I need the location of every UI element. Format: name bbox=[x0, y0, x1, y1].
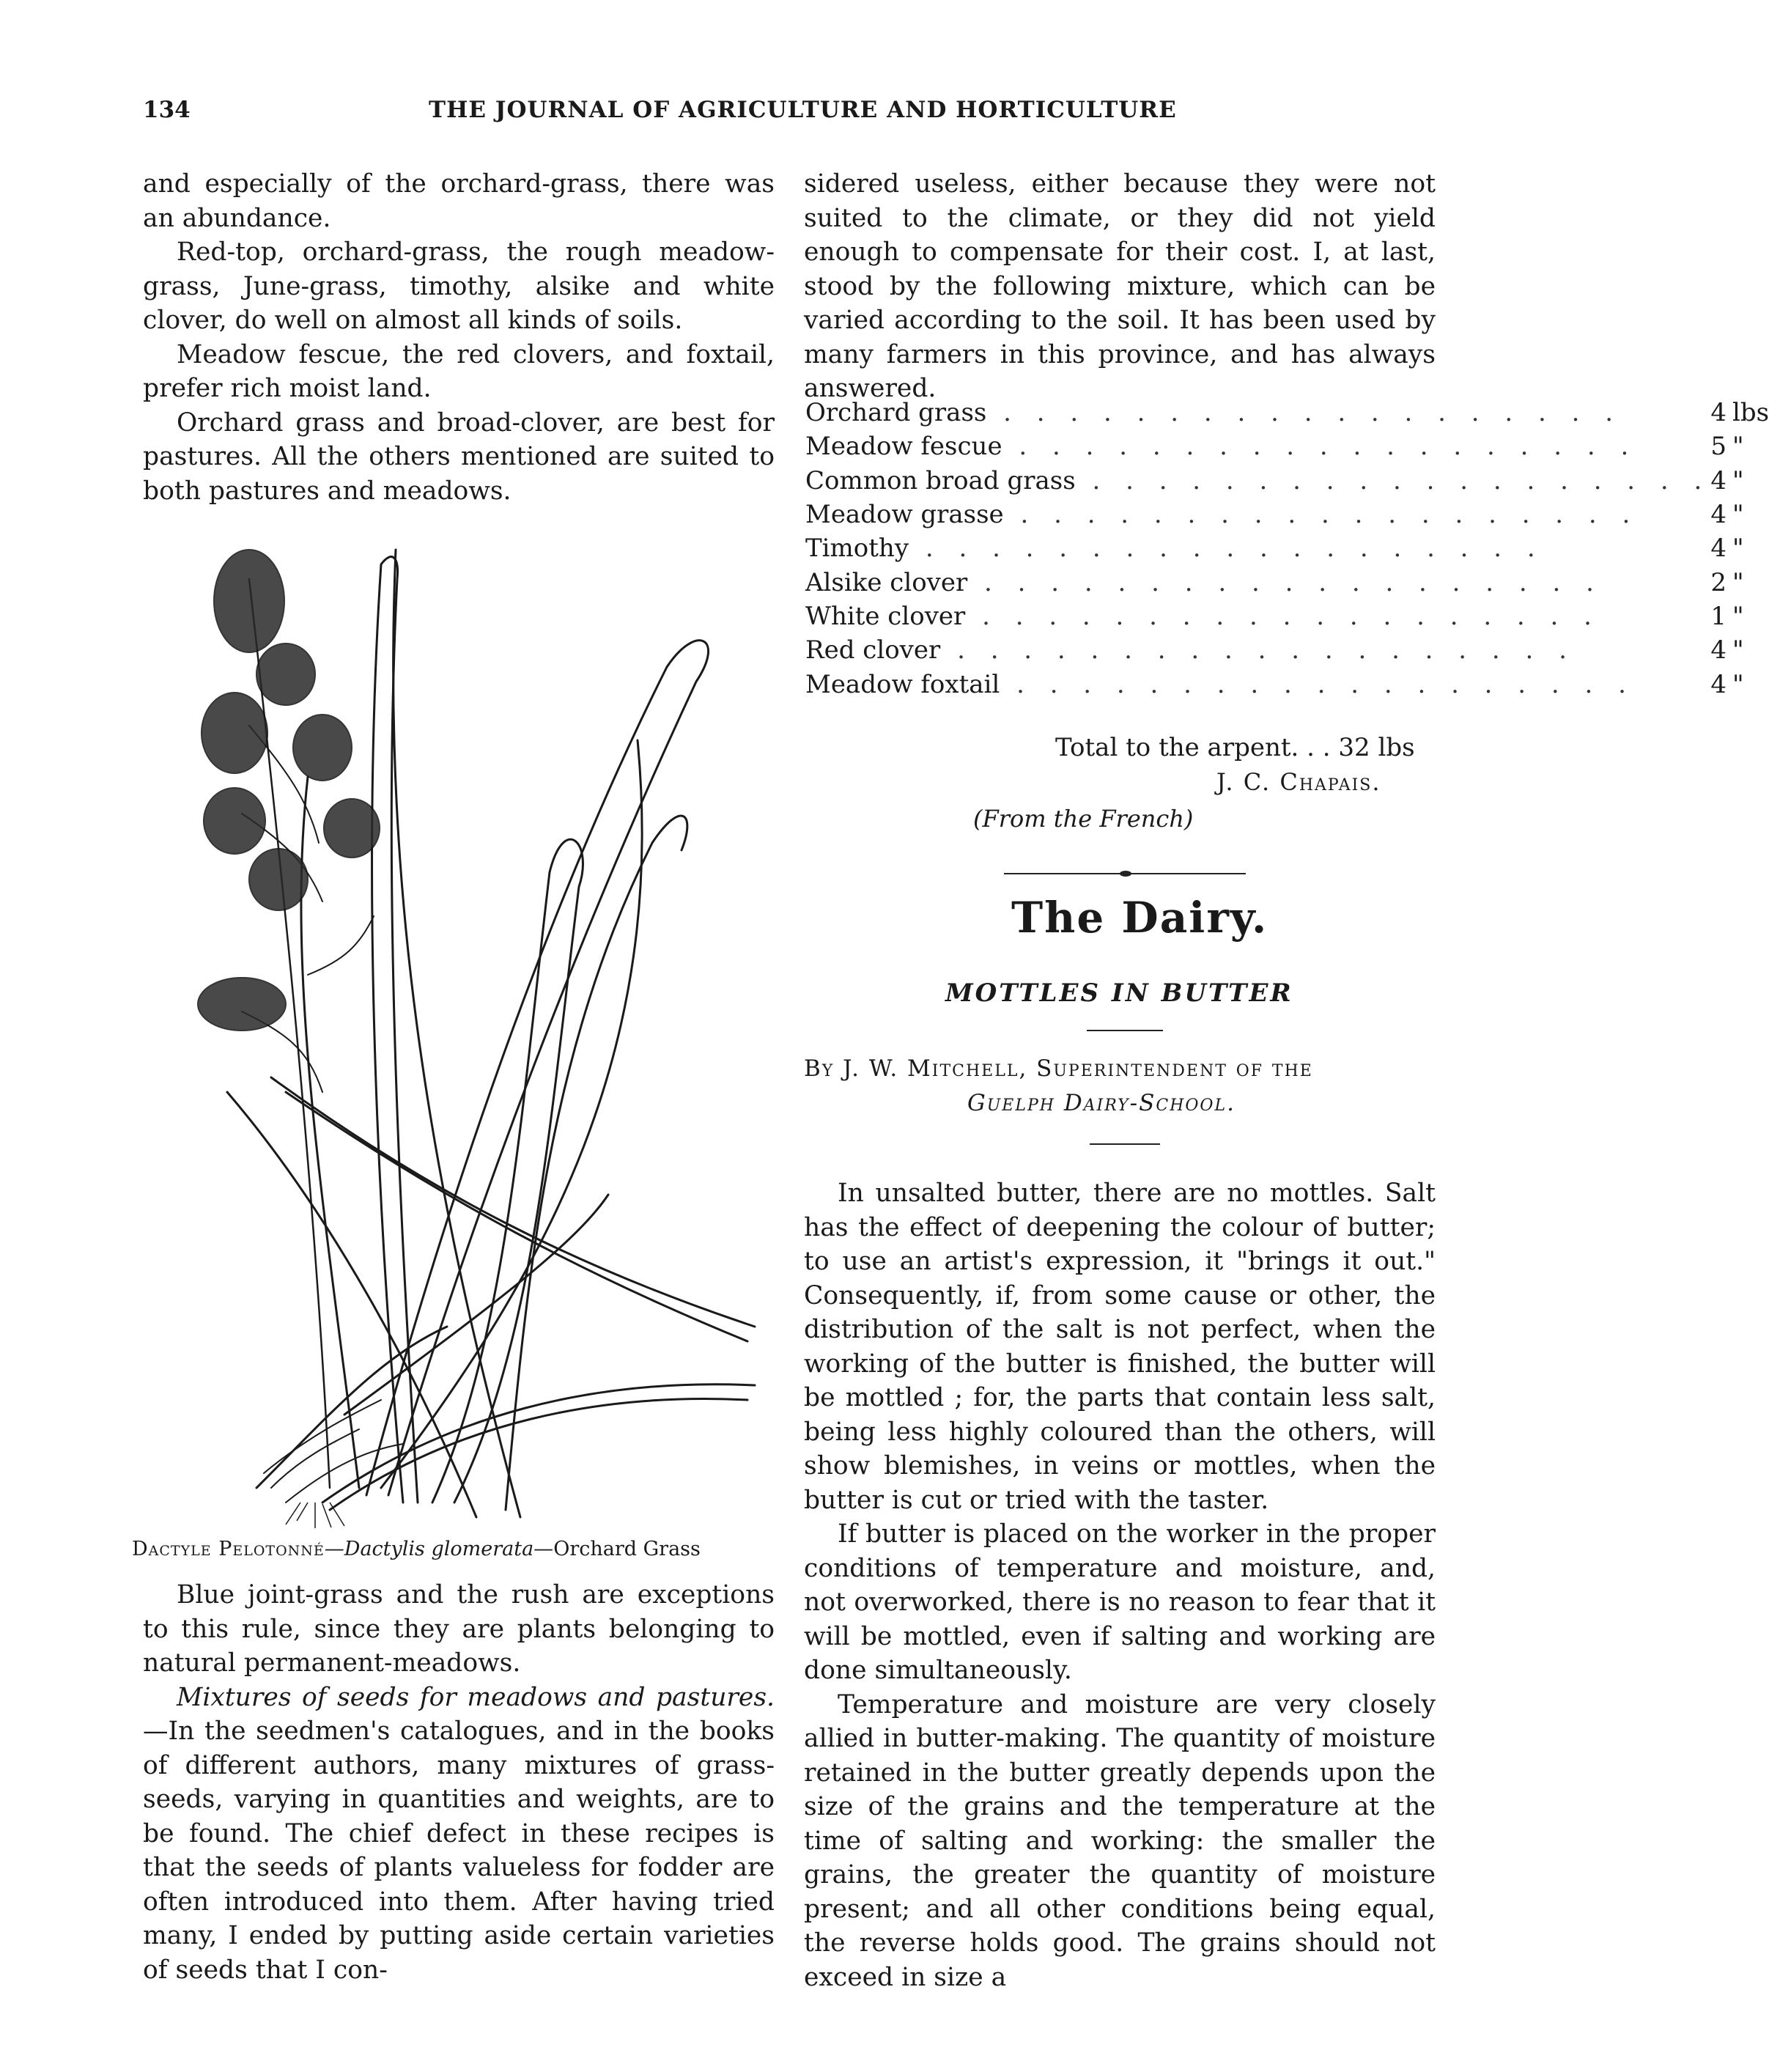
dot-leader: . . . . . . . . . . . . . . . . . . . bbox=[986, 398, 1622, 428]
seed-unit: " bbox=[1732, 432, 1744, 462]
figure-caption bbox=[132, 1538, 791, 1560]
seed-unit: " bbox=[1732, 465, 1744, 495]
source-note: (From the French) bbox=[973, 805, 1194, 833]
seed-quantity: 4 bbox=[1710, 534, 1726, 564]
seed-name-text: White clover bbox=[805, 601, 966, 631]
seed-mixture-row bbox=[805, 633, 1769, 667]
article-title: MOTTLES IN BUTTER bbox=[945, 978, 1293, 1008]
seed-name bbox=[805, 429, 1710, 463]
dot-leader: . . . . . . . . . . . . . . . . . . . bbox=[940, 635, 1576, 666]
dot-leader: . . . . . . . . . . . . . . . . . . . bbox=[909, 534, 1544, 564]
left-column-top bbox=[143, 167, 775, 508]
paragraph: Meadow fescue, the red clovers, and foxtail, prefer rich moist land. bbox=[143, 339, 775, 403]
caption-french: Dactyle Pelotonné bbox=[132, 1538, 325, 1560]
paragraph-text: —In the seedmen's catalogues, and in the books of different authors, many mixtures of grass-seeds, varying in quantities and weights, are to be found. The chief defect in these recipes is that the seeds of plants valueless for fodder are often introduced into them. After having tried many, I ended by putting aside certain varieties of seeds that I con- bbox=[143, 1717, 775, 1985]
seed-name-text: Meadow grasse bbox=[805, 500, 1004, 530]
paragraph: Orchard grass and broad-clover, are best for pastures. All the others mentioned are suited to both pastures and meadows. bbox=[143, 408, 775, 506]
section-heading: The Dairy. bbox=[1011, 893, 1268, 943]
seed-name-text: Timothy bbox=[805, 534, 909, 564]
seed-name bbox=[805, 667, 1710, 701]
seed-unit: " bbox=[1732, 567, 1744, 597]
paragraph bbox=[143, 1681, 775, 1988]
seed-name bbox=[805, 464, 1710, 498]
right-column-top bbox=[804, 167, 1436, 406]
byline-rule bbox=[1090, 1143, 1160, 1145]
paragraph: Temperature and moisture are very closely allied in butter-making. The quantity of moisture retained in the butter greatly depends upon the size of the grains and the temperature at the time of salting and working: the smaller the grains, the greater the quantity of moisture present; and all other conditions being equal, the reverse holds good. The grains should not exceed in size a bbox=[804, 1689, 1436, 1992]
seed-unit: lbs bbox=[1732, 398, 1769, 428]
seed-mixture-row bbox=[805, 464, 1769, 498]
author-signature bbox=[1216, 768, 1381, 796]
seed-quantity: 4 bbox=[1710, 465, 1726, 495]
seed-name bbox=[805, 565, 1710, 599]
page-number: 134 bbox=[143, 97, 191, 123]
total-line: Total to the arpent. . . 32 lbs bbox=[1055, 733, 1415, 762]
article-body bbox=[804, 1176, 1436, 1994]
journal-title: THE JOURNAL OF AGRICULTURE AND HORTICULTURE bbox=[429, 97, 1177, 123]
signature-text: J. C. Chapais. bbox=[1216, 768, 1381, 796]
seed-quantity: 2 bbox=[1710, 567, 1726, 597]
seed-name bbox=[805, 498, 1710, 531]
seed-mixture-table bbox=[805, 396, 1769, 701]
seed-unit: " bbox=[1732, 635, 1744, 666]
paragraph: and especially of the orchard-grass, there was an abundance. bbox=[143, 169, 775, 233]
seed-mixture-row bbox=[805, 429, 1769, 463]
seed-mixture-row bbox=[805, 531, 1769, 565]
seed-name-text: Common broad grass bbox=[805, 465, 1076, 495]
seed-quantity: 4 bbox=[1710, 635, 1726, 666]
seed-quantity: 5 bbox=[1710, 432, 1726, 462]
seed-name-text: Red clover bbox=[805, 635, 941, 666]
dot-leader: . . . . . . . . . . . . . . . . . . . bbox=[965, 601, 1600, 631]
paragraph: If butter is placed on the worker in the proper conditions of temperature and moisture, and, not overworked, there is no reason to fear that it will be mottled, even if salting and working are done simultaneously. bbox=[804, 1519, 1436, 1685]
seed-mixture-row bbox=[805, 498, 1769, 531]
seed-name-text: Orchard grass bbox=[805, 398, 987, 428]
seed-mixture-row bbox=[805, 396, 1769, 429]
title-rule bbox=[1087, 1030, 1163, 1031]
paragraph: Red-top, orchard-grass, the rough meadow-grass, June-grass, timothy, alsike and white clover, do well on almost all kinds of soils. bbox=[143, 237, 775, 335]
seed-unit: " bbox=[1732, 534, 1744, 564]
seed-name-text: Alsike clover bbox=[805, 567, 968, 597]
left-column-bottom bbox=[143, 1578, 775, 1987]
byline-line-1: By J. W. Mitchell, Superintendent of the bbox=[804, 1055, 1313, 1082]
seed-mixture-row bbox=[805, 600, 1769, 633]
inline-italic-heading: Mixtures of seeds for meadows and pastures. bbox=[177, 1682, 775, 1712]
seed-name-text: Meadow fescue bbox=[805, 432, 1002, 462]
seed-name-text: Meadow foxtail bbox=[805, 669, 1000, 699]
orchard-grass-illustration bbox=[139, 535, 777, 1532]
paragraph: Blue joint-grass and the rush are exceptions to this rule, since they are plants belonging to natural permanent-meadows. bbox=[143, 1580, 775, 1678]
dot-leader: . . . . . . . . . . . . . . . . . . . bbox=[1002, 432, 1638, 462]
seed-mixture-row bbox=[805, 667, 1769, 701]
running-header bbox=[143, 97, 1387, 133]
seed-unit: " bbox=[1732, 500, 1744, 530]
caption-latin: —Dactylis glomerata— bbox=[324, 1538, 554, 1560]
caption-english: Orchard Grass bbox=[553, 1538, 701, 1560]
seed-name bbox=[805, 600, 1710, 633]
seed-mixture-row bbox=[805, 565, 1769, 599]
seed-unit: " bbox=[1732, 669, 1744, 699]
dot-leader: . . . . . . . . . . . . . . . . . . . bbox=[967, 567, 1603, 597]
seed-name bbox=[805, 633, 1710, 667]
divider-dot bbox=[1120, 871, 1131, 877]
seed-unit: " bbox=[1732, 601, 1744, 631]
dot-leader: . . . . . . . . . . . . . . . . . . . bbox=[1075, 465, 1711, 495]
dot-leader: . . . . . . . . . . . . . . . . . . . bbox=[1000, 669, 1635, 699]
seed-name bbox=[805, 531, 1710, 565]
seed-quantity: 4 bbox=[1710, 500, 1726, 530]
dot-leader: . . . . . . . . . . . . . . . . . . . bbox=[1003, 500, 1639, 530]
seed-quantity: 4 bbox=[1710, 398, 1726, 428]
byline-line-2: Guelph Dairy-School. bbox=[967, 1090, 1236, 1116]
seed-name bbox=[805, 396, 1710, 429]
seed-quantity: 1 bbox=[1710, 601, 1726, 631]
paragraph: In unsalted butter, there are no mottles. Salt has the effect of deepening the colour of butter; to use an artist's expression, it "brings it out." Consequently, if, from some cause or other, the distribution of the salt is not perfect, when the working of the butter is finished, the butter will be mottled ; for, the parts that contain less salt, being less highly coloured than the others, will show blemishes, in veins or mottles, when the butter is cut or tried with the taster. bbox=[804, 1179, 1436, 1515]
seed-quantity: 4 bbox=[1710, 669, 1726, 699]
paragraph: sidered useless, either because they were not suited to the climate, or they did not yield enough to compensate for their cost. I, at last, stood by the following mixture, which can be varied according to the soil. It has been used by many farmers in this province, and has always answered. bbox=[804, 169, 1436, 403]
